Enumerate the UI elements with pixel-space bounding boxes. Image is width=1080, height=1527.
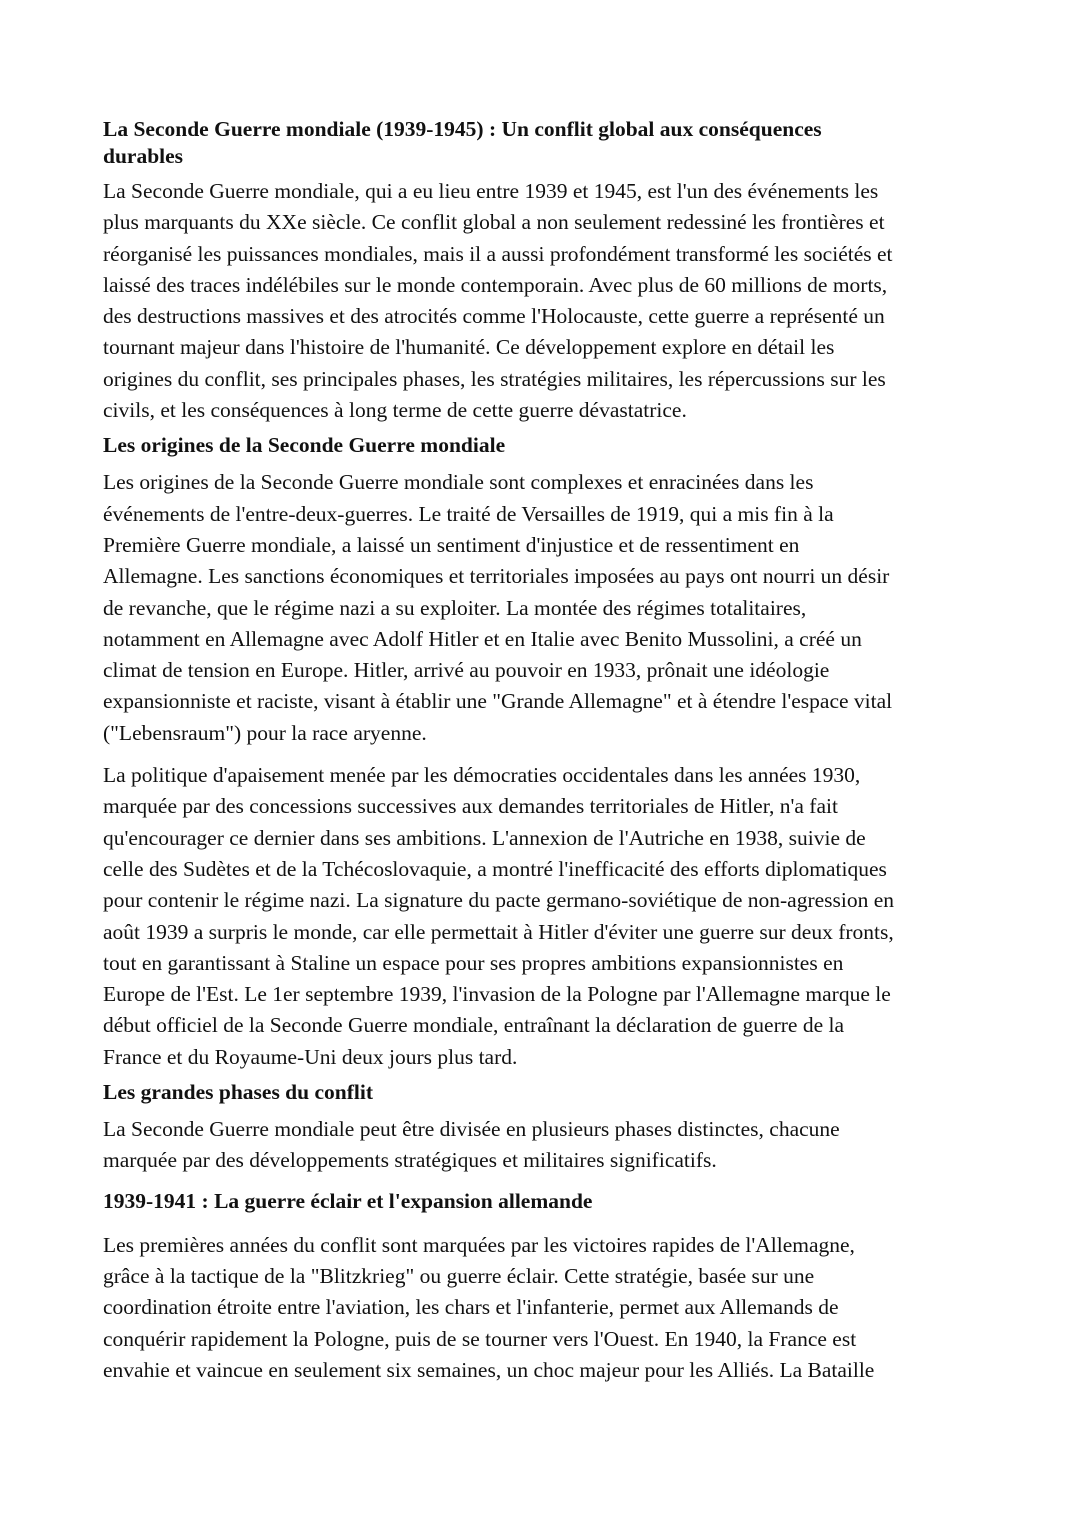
text-line: Première Guerre mondiale, a laissé un sentiment d'injustice et de ressentiment en [103,532,800,557]
text-line: réorganisé les puissances mondiales, mais il a aussi profondément transformé les sociétés et [103,241,893,266]
text-line: Europe de l'Est. Le 1er septembre 1939, l'invasion de la Pologne par l'Allemagne marque le [103,982,891,1007]
title-line: durables [103,144,184,168]
text-line: événements de l'entre-deux-guerres. Le traité de Versailles de 1919, qui a mis fin à la [103,501,834,526]
text-line: La Seconde Guerre mondiale peut être divisée en plusieurs phases distinctes, chacune [103,1117,840,1142]
text-line: de revanche, que le régime nazi a su exploiter. La montée des régimes totalitaires, [103,595,807,620]
text-line: tournant majeur dans l'histoire de l'humanité. Ce développement explore en détail les [103,335,835,360]
text-line: Les premières années du conflit sont marquées par les victoires rapides de l'Allemagne, [103,1232,855,1257]
document-page [103,116,983,1386]
text-line: début officiel de la Seconde Guerre mondiale, entraînant la déclaration de guerre de la [103,1013,845,1038]
text-line: Allemagne. Les sanctions économiques et territoriales imposées au pays ont nourri un désir [103,564,890,589]
origins-paragraph-1 [103,467,983,749]
text-line: Les origines de la Seconde Guerre mondiale sont complexes et enracinées dans les [103,470,814,495]
phases-paragraph [103,1114,983,1177]
text-line: envahie et vaincue en seulement six semaines, un choc majeur pour les Alliés. La Bataille [103,1357,875,1382]
origins-paragraph-2 [103,760,983,1073]
text-line: des destructions massives et des atrocités comme l'Holocauste, cette guerre a représenté un [103,304,885,329]
text-line: La politique d'apaisement menée par les démocraties occidentales dans les années 1930, [103,763,861,788]
text-line: La Seconde Guerre mondiale, qui a eu lieu entre 1939 et 1945, est l'un des événements les [103,179,879,203]
title-line: La Seconde Guerre mondiale (1939-1945) : Un conflit global aux conséquences [103,117,822,141]
section-heading-origins: Les origines de la Seconde Guerre mondiale [103,433,506,458]
text-line: marquée par des concessions successives aux demandes territoriales de Hitler, n'a fait [103,794,838,819]
text-line: ("Lebensraum") pour la race aryenne. [103,720,427,745]
section-heading-phases: Les grandes phases du conflit [103,1080,373,1105]
text-line: celle des Sudètes et de la Tchécoslovaquie, a montré l'inefficacité des efforts diplomatiques [103,856,887,881]
text-line: marquée par des développements stratégiques et militaires significatifs. [103,1148,717,1173]
intro-paragraph [103,176,983,426]
document-title [103,116,983,170]
text-line: conquérir rapidement la Pologne, puis de se tourner vers l'Ouest. En 1940, la France est [103,1326,857,1351]
text-line: qu'encourager ce dernier dans ses ambitions. L'annexion de l'Autriche en 1938, suivie de [103,825,866,850]
text-line: France et du Royaume-Uni deux jours plus tard. [103,1044,518,1069]
blitzkrieg-paragraph [103,1230,983,1386]
text-line: origines du conflit, ses principales phases, les stratégies militaires, les répercussions sur les [103,366,886,391]
text-line: coordination étroite entre l'aviation, les chars et l'infanterie, permet aux Allemands de [103,1295,839,1320]
text-line: laissé des traces indélébiles sur le monde contemporain. Avec plus de 60 millions de morts, [103,272,888,297]
text-line: notamment en Allemagne avec Adolf Hitler et en Italie avec Benito Mussolini, a créé un [103,626,862,651]
text-line: expansionniste et raciste, visant à établir une "Grande Allemagne" et à étendre l'espace vital [103,689,893,714]
text-line: tout en garantissant à Staline un espace pour ses propres ambitions expansionnistes en [103,950,844,975]
text-line: civils, et les conséquences à long terme de cette guerre dévastatrice. [103,398,687,423]
text-line: pour contenir le régime nazi. La signature du pacte germano-soviétique de non-agression en [103,888,895,913]
text-line: grâce à la tactique de la "Blitzkrieg" ou guerre éclair. Cette stratégie, basée sur une [103,1263,815,1288]
section-heading-blitzkrieg: 1939-1941 : La guerre éclair et l'expansion allemande [103,1188,593,1213]
text-line: climat de tension en Europe. Hitler, arrivé au pouvoir en 1933, prônait une idéologie [103,658,830,683]
text-line: août 1939 a surpris le monde, car elle permettait à Hitler d'éviter une guerre sur deux fronts, [103,919,894,944]
text-line: plus marquants du XXe siècle. Ce conflit global a non seulement redessiné les frontières et [103,210,885,235]
